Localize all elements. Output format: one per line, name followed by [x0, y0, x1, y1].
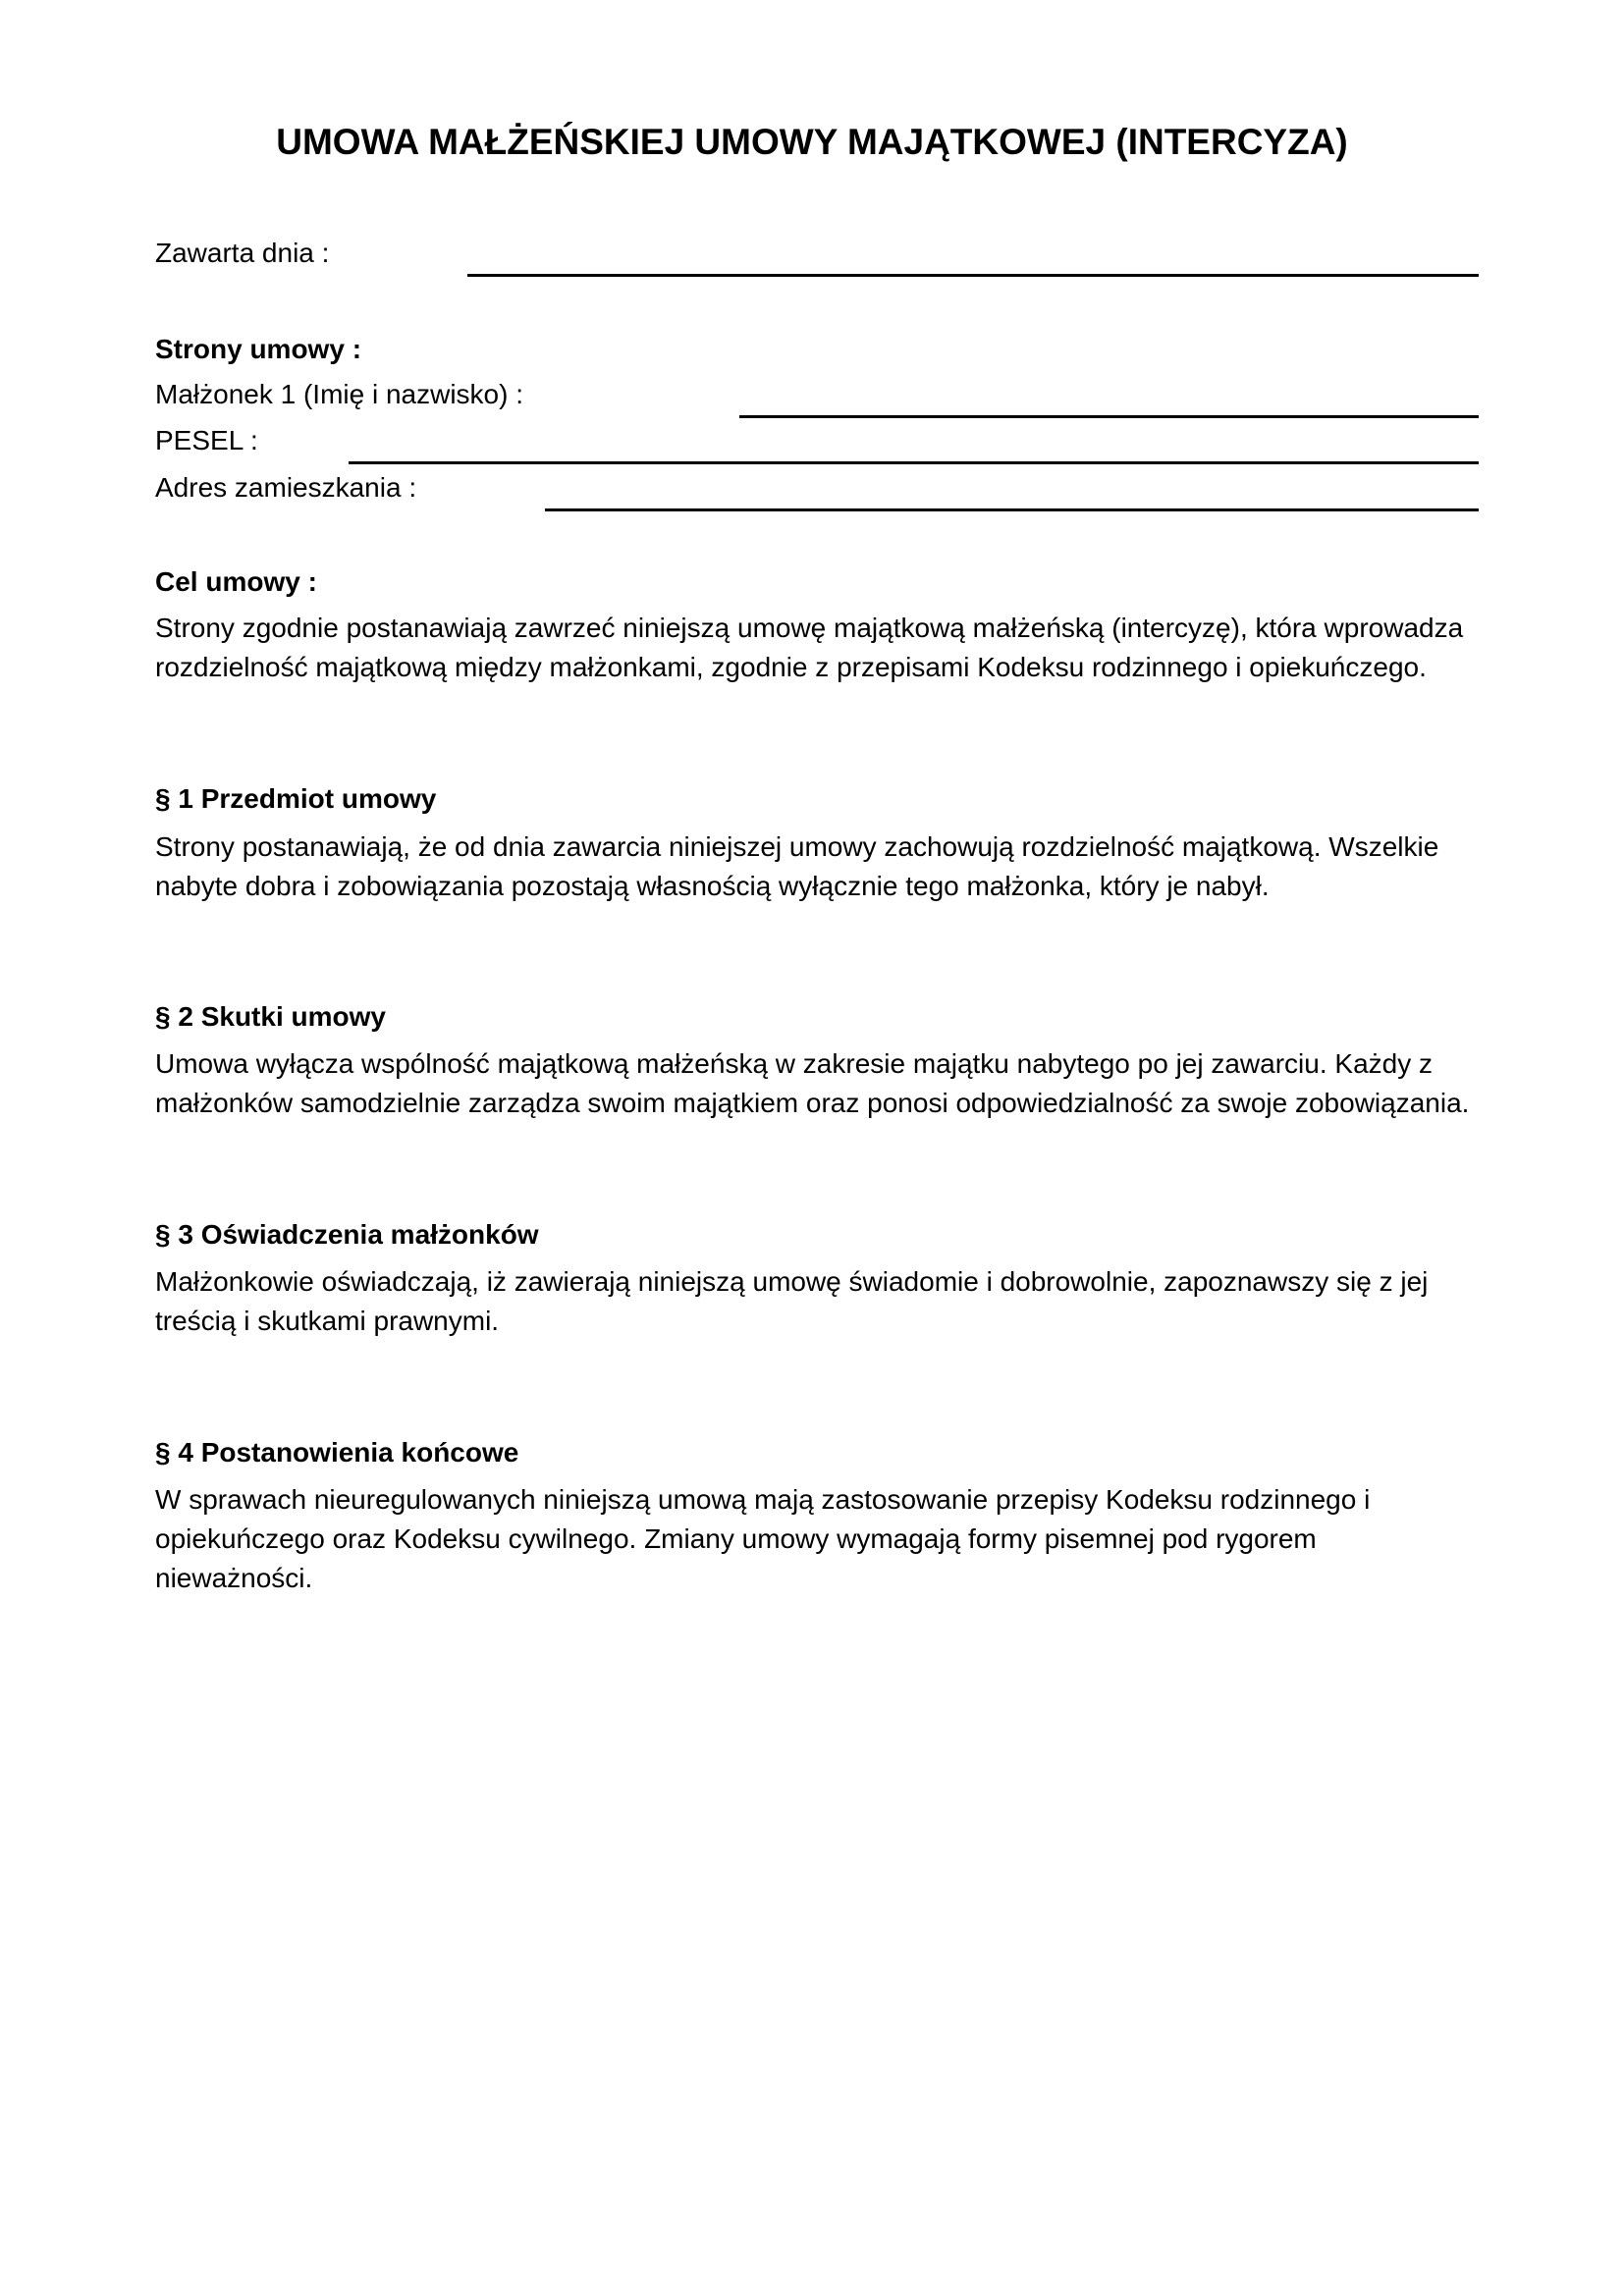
section-1-paragraph	[155, 828, 1490, 906]
purpose-paragraph	[155, 609, 1490, 687]
pesel-field	[155, 421, 1479, 464]
section-2-heading: § 2 Skutki umowy	[155, 1001, 386, 1032]
address-label: Adres zamieszkania :	[155, 472, 417, 503]
pesel-label: PESEL :	[155, 425, 258, 455]
section-4-paragraph	[155, 1480, 1490, 1598]
section-2-paragraph	[155, 1044, 1490, 1123]
section-3-line: treścią i skutkami prawnymi.	[155, 1306, 500, 1336]
section-3-heading: § 3 Oświadczenia małżonków	[155, 1219, 539, 1250]
section-1-line: Strony postanawiają, że od dnia zawarcia niniejszej umowy zachowują rozdzielność majątkową. Wszelkie	[155, 831, 1439, 862]
parties-heading: Strony umowy :	[155, 334, 362, 364]
document-title: UMOWA MAŁŻEŃSKIEJ UMOWY MAJĄTKOWEJ (INTERCYZA)	[276, 122, 1348, 162]
section-3-line: Małżonkowie oświadczają, iż zawierają niniejszą umowę świadomie i dobrowolnie, zapoznawszy się z jej	[155, 1266, 1429, 1297]
contract-date-blank-line[interactable]	[467, 274, 1479, 277]
purpose-line: rozdzielność majątkową między małżonkami, zgodnie z przepisami Kodeksu rodzinnego i opiekuńczego.	[155, 652, 1427, 682]
pesel-blank-line[interactable]	[349, 461, 1479, 464]
purpose-heading: Cel umowy :	[155, 566, 317, 597]
spouse1-name-label: Małżonek 1 (Imię i nazwisko) :	[155, 379, 524, 409]
contract-date-field	[155, 234, 1479, 277]
spouse1-name-blank-line[interactable]	[739, 415, 1479, 418]
section-1-line: nabyte dobra i zobowiązania pozostają własnością wyłącznie tego małżonka, który je nabył.	[155, 871, 1270, 901]
section-2-line: Umowa wyłącza wspólność majątkową małżeńską w zakresie majątku nabytego po jej zawarciu. Każdy z	[155, 1048, 1434, 1079]
section-4-line: opiekuńczego oraz Kodeksu cywilnego. Zmiany umowy wymagają formy pisemnej pod rygorem	[155, 1523, 1317, 1554]
section-1-heading: § 1 Przedmiot umowy	[155, 783, 437, 814]
section-4-heading: § 4 Postanowienia końcowe	[155, 1437, 519, 1468]
spouse1-name-field	[155, 375, 1479, 418]
section-2-line: małżonków samodzielnie zarządza swoim majątkiem oraz ponosi odpowiedzialność za swoje zobowiązania.	[155, 1088, 1470, 1118]
section-4-line: nieważności.	[155, 1563, 313, 1593]
contract-date-label: Zawarta dnia :	[155, 238, 330, 268]
section-4-line: W sprawach nieuregulowanych niniejszą umową mają zastosowanie przepisy Kodeksu rodzinnego i	[155, 1484, 1371, 1515]
address-blank-line[interactable]	[545, 508, 1479, 511]
address-field	[155, 468, 1479, 511]
section-3-paragraph	[155, 1262, 1490, 1341]
purpose-line: Strony zgodnie postanawiają zawrzeć niniejszą umowę majątkową małżeńską (intercyzę), która wprowadza	[155, 613, 1464, 643]
